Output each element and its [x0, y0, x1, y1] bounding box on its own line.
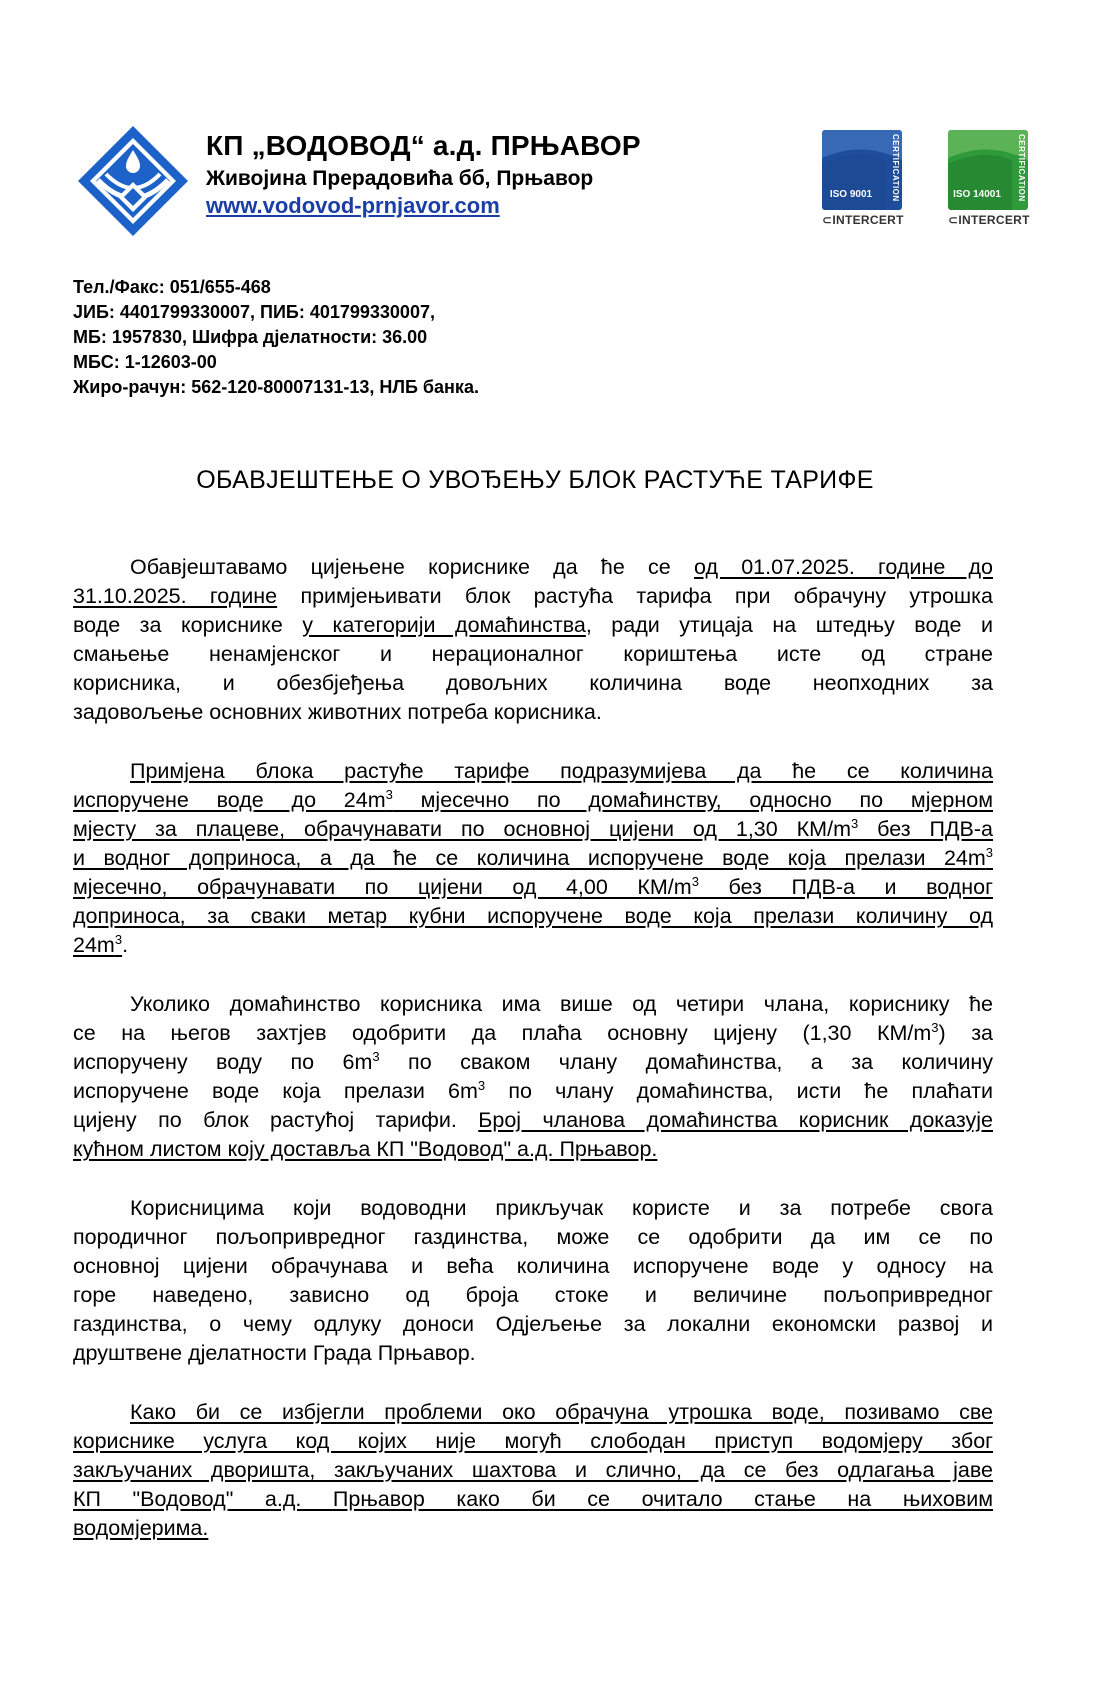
- phone-fax: Тел./Факс: 051/655-468: [73, 277, 271, 297]
- paragraph-4: Корисницима који водоводни прикључак користе и за потребе свога породичног пољопривредног газдинства, може се одобрити да им се по основној цијени обрачунава и већа количина испоручене воде у односу на горе наведено, зависно од броја стоке и величине пољопривредног газдинства, о чему одлуку доноси Одјељење за локални економски развој и друштвене дјелатности Града Прњавор.: [73, 1196, 993, 1365]
- company-header: [206, 132, 641, 217]
- company-website-link[interactable]: www.vodovod-prnjavor.com: [206, 193, 500, 218]
- household-category: у категорији домаћинства: [302, 613, 586, 637]
- period-underline: од 01.07.2025. године до: [693, 555, 994, 579]
- notice-title: ОБАВЈЕШТЕЊЕ О УВОЂЕЊУ БЛОК РАСТУЋЕ ТАРИФЕ: [196, 466, 874, 494]
- iso-9001-badge: [822, 130, 902, 210]
- certification-label: CERTIFICATION: [891, 134, 900, 202]
- company-address: Живојина Прерадовића бб, Прњавор: [206, 167, 594, 190]
- iso-14001-label: ISO 14001: [953, 189, 1001, 200]
- paragraph-1: Обавјештавамо цијењене кориснике да ће се од 01.07.2025. године до 31.10.2025. године примјењивати блок растућа тарифа при обрачуну утрошка воде за кориснике у категорији домаћинства, ради утицаја на штедњу воде и смањење ненамјенског и нерационалног кориштења исте од стране корисника, и обезбјеђења довољних количина воде неопходних за задовољење основних животних потреба корисника.: [73, 555, 994, 724]
- intercert-label: ⊂INTERCERT: [948, 213, 1030, 227]
- intercert-icon: ⊂: [822, 213, 833, 227]
- paragraph-5: Како би се избјегли проблеми око обрачуна утрошка воде, позивамо све кориснике услуга код којих није могућ слободан приступ водомјеру због закључаних дворишта, закључаних шахтова и слично, да се без одлагања јаве КП "Водовод" а.д. Прњавор како би се очитало стање на њиховим водомјерима.: [73, 1400, 993, 1540]
- company-name: КП „ВОДОВОД“ а.д. ПРЊАВОР: [206, 130, 641, 161]
- paragraph-3: Уколико домаћинство корисника има више од четири члана, кориснику ће се на његов захтјев одобрити да плаћа основну цијену (1,30 $КМ/m^3$) за испоручену воду по $6m^3$ по сваком члану домаћинства, а за количину испоручене воде која прелази $6m^3$ по члану домаћинства, исти ће плаћати цијену по блок растућој тарифи. Број чланова домаћинства корисник доказује кућном листом коју доставља КП "Водовод" а.д. Прњавор.: [73, 992, 994, 1161]
- bank-account: Жиро-рачун: 562-120-80007131-13, НЛБ банка.: [73, 377, 479, 397]
- certification-label: CERTIFICATION: [1017, 134, 1026, 202]
- jib-pib: ЈИБ: 4401799330007, ПИБ: 401799330007,: [73, 302, 435, 322]
- mb-activity-code: МБ: 1957830, Шифра дјелатности: 36.00: [73, 327, 428, 347]
- iso-9001-label: ISO 9001: [829, 189, 873, 200]
- iso-14001-certificate: [948, 130, 1028, 227]
- intercert-icon: ⊂: [948, 213, 959, 227]
- mbs: МБС: 1-12603-00: [73, 352, 217, 372]
- paragraph-2: Примјена блока растуће тарифе подразумијева да ће се количина испоручене воде до $24m^3$ мјесечно по домаћинству, односно по мјерном мјесту за плацеве, обрачунавати по основној цијени од 1,30 $КМ/m^3$ без ПДВ-а и водног доприноса, а да ће се количина испоручене воде која прелази $24m^3$ мјесечно, обрачунавати по цијени од 4,00 $КМ/m^3$ без ПДВ-а и водног доприноса, за сваки метар кубни испоручене воде која прелази количину од $24m^3$.: [73, 759, 993, 957]
- intercert-label: ⊂INTERCERT: [822, 213, 904, 227]
- contact-details: [73, 275, 479, 400]
- iso-9001-certificate: [822, 130, 902, 227]
- company-logo: [76, 124, 190, 238]
- iso-14001-badge: [948, 130, 1028, 210]
